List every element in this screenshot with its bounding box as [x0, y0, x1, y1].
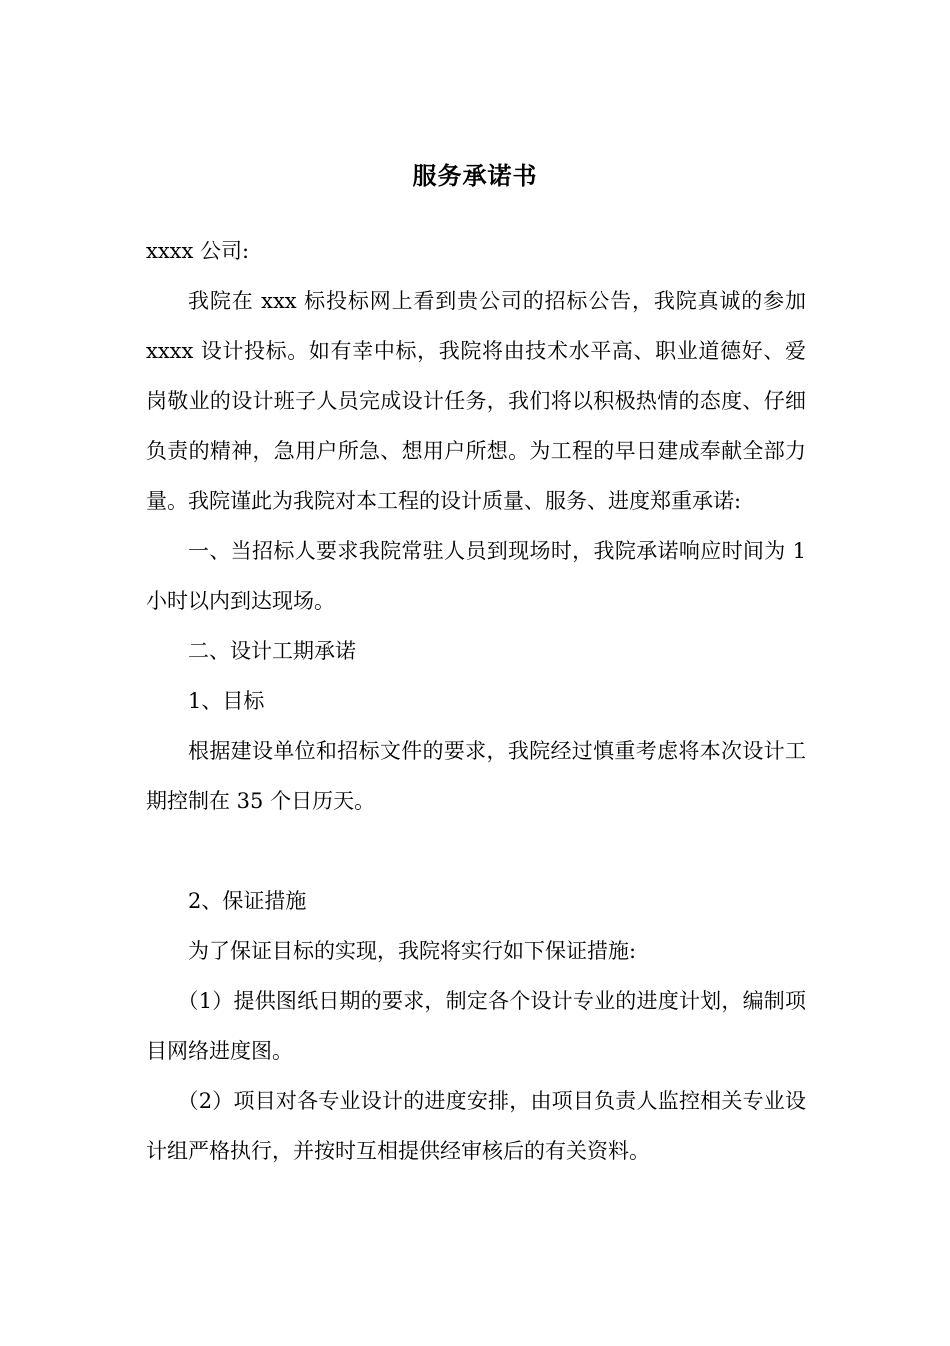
- paragraph-measure-2: （2）项目对各专业设计的进度安排，由项目负责人监控相关专业设计组严格执行，并按时互相提供经审核后的有关资料。: [146, 1089, 806, 1163]
- paragraph-goal: 根据建设单位和招标文件的要求，我院经过慎重考虑将本次设计工期控制在 35 个日历天。: [146, 739, 806, 813]
- paragraph-measure-1: （1）提供图纸日期的要求，制定各个设计专业的进度计划，编制项目网络进度图。: [146, 989, 806, 1063]
- blank-line: [146, 826, 806, 876]
- document-body: [146, 226, 806, 1176]
- paragraph-commitment-1: 一、当招标人要求我院常驻人员到现场时，我院承诺响应时间为 1 小时以内到达现场。: [146, 539, 806, 613]
- document-title: 服务承诺书: [412, 161, 538, 190]
- heading-goal: 1、目标: [188, 689, 265, 713]
- paragraph-measures-intro: 为了保证目标的实现，我院将实行如下保证措施:: [188, 939, 637, 963]
- salutation: xxxx 公司:: [146, 239, 250, 263]
- heading-measures: 2、保证措施: [188, 889, 307, 913]
- paragraph-intro: 我院在 xxx 标投标网上看到贵公司的招标公告，我院真诚的参加 xxxx 设计投标。如有幸中标，我院将由技术水平高、职业道德好、爱岗敬业的设计班子人员完成设计任务，我们将以积极热情的态度、仔细负责的精神，急用户所急、想用户所想。为工程的早日建成奉献全部力量。我院谨此为我院对本工程的设计质量、服务、进度郑重承诺:: [146, 289, 806, 513]
- heading-schedule-commitment: 二、设计工期承诺: [188, 639, 356, 663]
